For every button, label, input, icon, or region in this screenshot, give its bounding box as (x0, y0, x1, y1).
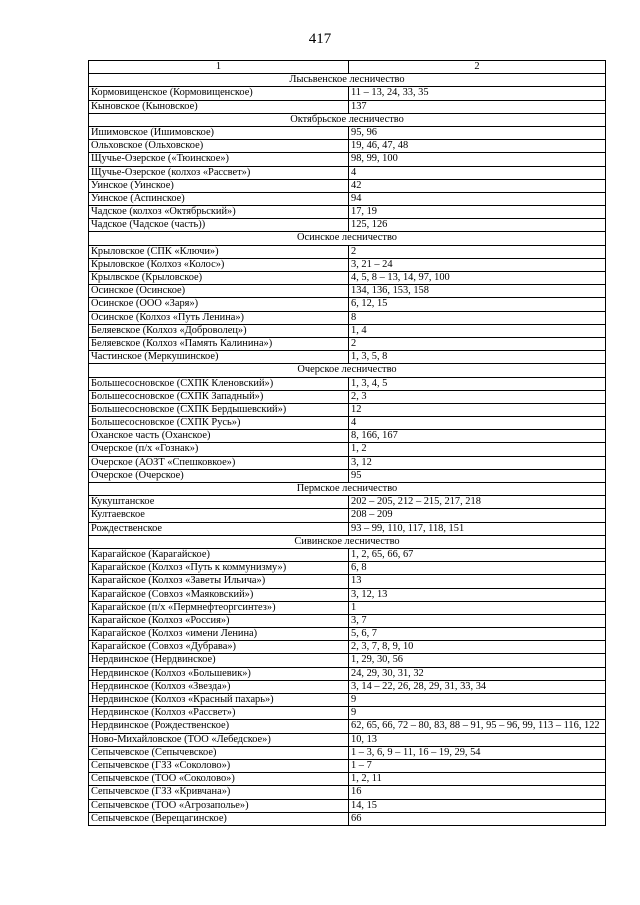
quarter-numbers-cell: 8, 166, 167 (349, 430, 606, 443)
table-row (89, 87, 606, 100)
section-title: Сивинское лесничество (89, 535, 606, 548)
table-row (89, 285, 606, 298)
forestry-district-cell: Карагайское (п/х «Пермнефтеоргсинтез») (89, 601, 349, 614)
table-body (89, 61, 606, 826)
forestry-district-cell: Сепычевское (ГЗЗ «Соколово») (89, 759, 349, 772)
quarter-numbers-cell: 1, 2, 11 (349, 773, 606, 786)
table-row (89, 588, 606, 601)
forestry-district-cell: Карагайское (Совхоз «Маяковский») (89, 588, 349, 601)
quarter-numbers-cell: 1, 2, 65, 66, 67 (349, 548, 606, 561)
table-row (89, 548, 606, 561)
quarter-numbers-cell: 14, 15 (349, 799, 606, 812)
forestry-district-cell: Крылвское (Крыловское) (89, 272, 349, 285)
forestry-district-cell: Очерское (Очерское) (89, 469, 349, 482)
quarter-numbers-cell: 66 (349, 812, 606, 825)
forestry-district-cell: Кыновское (Кыновское) (89, 100, 349, 113)
quarter-numbers-cell: 1 – 7 (349, 759, 606, 772)
table-row (89, 324, 606, 337)
quarter-numbers-cell: 2, 3 (349, 390, 606, 403)
table-row (89, 258, 606, 271)
table-row (89, 179, 606, 192)
section-header-row (89, 232, 606, 245)
table-row (89, 140, 606, 153)
quarter-numbers-cell: 4 (349, 166, 606, 179)
table-row (89, 443, 606, 456)
forestry-district-cell: Осинское (Колхоз «Путь Ленина») (89, 311, 349, 324)
forestry-district-cell: Большесосновское (СХПК Кленовский») (89, 377, 349, 390)
section-title: Лысьвенское лесничество (89, 74, 606, 87)
forestry-table (88, 60, 606, 826)
table-row (89, 746, 606, 759)
forestry-district-cell: Оханское часть (Оханское) (89, 430, 349, 443)
quarter-numbers-cell: 1, 3, 4, 5 (349, 377, 606, 390)
quarter-numbers-cell: 134, 136, 153, 158 (349, 285, 606, 298)
forestry-district-cell: Ново-Михайловское (ТОО «Лебедское») (89, 733, 349, 746)
quarter-numbers-cell: 5, 6, 7 (349, 628, 606, 641)
forestry-district-cell: Карагайское (Колхоз «Заветы Ильича») (89, 575, 349, 588)
quarter-numbers-cell: 62, 65, 66, 72 – 80, 83, 88 – 91, 95 – 96, 99, 113 – 116, 122 (349, 720, 606, 733)
table-row (89, 417, 606, 430)
table-row (89, 311, 606, 324)
forestry-district-cell: Осинское (Осинское) (89, 285, 349, 298)
column-header-1: 1 (89, 61, 349, 74)
forestry-district-cell: Крыловское (СПК «Ключи») (89, 245, 349, 258)
forestry-district-cell: Рождественское (89, 522, 349, 535)
forestry-district-cell: Большесосновское (СХПК Русь») (89, 417, 349, 430)
forestry-district-cell: Очерское (п/х «Гознак») (89, 443, 349, 456)
table-row (89, 456, 606, 469)
forestry-district-cell: Карагайское (Карагайское) (89, 548, 349, 561)
table-row (89, 654, 606, 667)
forestry-district-cell: Уинское (Уинское) (89, 179, 349, 192)
table-row (89, 390, 606, 403)
forestry-district-cell: Нердвинское (Рождественское) (89, 720, 349, 733)
column-header-2: 2 (349, 61, 606, 74)
quarter-numbers-cell: 3, 12 (349, 456, 606, 469)
table-row (89, 667, 606, 680)
quarter-numbers-cell: 1 – 3, 6, 9 – 11, 16 – 19, 29, 54 (349, 746, 606, 759)
quarter-numbers-cell: 9 (349, 707, 606, 720)
forestry-district-cell: Беляевское (Колхоз «Память Калинина») (89, 337, 349, 350)
forestry-district-cell: Карагайское (Совхоз «Дубрава») (89, 641, 349, 654)
quarter-numbers-cell: 1, 3, 5, 8 (349, 351, 606, 364)
table-row (89, 509, 606, 522)
table-row (89, 351, 606, 364)
quarter-numbers-cell: 95, 96 (349, 126, 606, 139)
forestry-district-cell: Чадское (Чадское (часть)) (89, 219, 349, 232)
forestry-district-cell: Крыловское (Колхоз «Колос») (89, 258, 349, 271)
forestry-district-cell: Частинское (Меркушинское) (89, 351, 349, 364)
forestry-district-cell: Култаевское (89, 509, 349, 522)
forestry-district-cell: Беляевское (Колхоз «Доброволец») (89, 324, 349, 337)
table-row (89, 272, 606, 285)
table-row (89, 759, 606, 772)
section-header-row (89, 74, 606, 87)
quarter-numbers-cell: 19, 46, 47, 48 (349, 140, 606, 153)
forestry-district-cell: Нердвинское (Нердвинское) (89, 654, 349, 667)
quarter-numbers-cell: 16 (349, 786, 606, 799)
forestry-district-cell: Большесосновское (СХПК Бердышевский») (89, 403, 349, 416)
table-row (89, 192, 606, 205)
quarter-numbers-cell: 13 (349, 575, 606, 588)
table-header-row (89, 61, 606, 74)
table-row (89, 641, 606, 654)
table-row (89, 337, 606, 350)
table-row (89, 614, 606, 627)
forestry-district-cell: Кукуштанское (89, 496, 349, 509)
section-title: Очерское лесничество (89, 364, 606, 377)
table-row (89, 773, 606, 786)
forestry-district-cell: Сепычевское (ТОО «Соколово») (89, 773, 349, 786)
forestry-district-cell: Нердвинское (Колхоз «Рассвет») (89, 707, 349, 720)
quarter-numbers-cell: 42 (349, 179, 606, 192)
forestry-district-cell: Карагайское (Колхоз «Россия») (89, 614, 349, 627)
table-row (89, 522, 606, 535)
quarter-numbers-cell: 11 – 13, 24, 33, 35 (349, 87, 606, 100)
forestry-district-cell: Сепычевское (ГЗЗ «Кривчана») (89, 786, 349, 799)
table-row (89, 733, 606, 746)
quarter-numbers-cell: 98, 99, 100 (349, 153, 606, 166)
quarter-numbers-cell: 2, 3, 7, 8, 9, 10 (349, 641, 606, 654)
page-number: 417 (308, 31, 332, 47)
forestry-district-cell: Ишимовское (Ишимовское) (89, 126, 349, 139)
quarter-numbers-cell: 1, 4 (349, 324, 606, 337)
forestry-district-cell: Кормовищенское (Кормовищенское) (89, 87, 349, 100)
forestry-district-cell: Уинское (Аспинское) (89, 192, 349, 205)
quarter-numbers-cell: 9 (349, 694, 606, 707)
section-header-row (89, 535, 606, 548)
table-row (89, 601, 606, 614)
table-row (89, 469, 606, 482)
forestry-district-cell: Нердвинское (Колхоз «Красный пахарь») (89, 694, 349, 707)
quarter-numbers-cell: 24, 29, 30, 31, 32 (349, 667, 606, 680)
table-row (89, 575, 606, 588)
forestry-district-cell: Сепычевское (Сепычевское) (89, 746, 349, 759)
quarter-numbers-cell: 202 – 205, 212 – 215, 217, 218 (349, 496, 606, 509)
table-row (89, 377, 606, 390)
quarter-numbers-cell: 10, 13 (349, 733, 606, 746)
table-row (89, 298, 606, 311)
forestry-district-cell: Ольховское (Ольховское) (89, 140, 349, 153)
table-row (89, 100, 606, 113)
quarter-numbers-cell: 125, 126 (349, 219, 606, 232)
quarter-numbers-cell: 17, 19 (349, 206, 606, 219)
table-row (89, 720, 606, 733)
quarter-numbers-cell: 93 – 99, 110, 117, 118, 151 (349, 522, 606, 535)
table-row (89, 153, 606, 166)
table-row (89, 707, 606, 720)
forestry-district-cell: Щучье-Озерское («Тюинское») (89, 153, 349, 166)
section-title: Пермское лесничество (89, 483, 606, 496)
forestry-district-cell: Щучье-Озерское (колхоз «Рассвет») (89, 166, 349, 179)
forestry-district-cell: Большесосновское (СХПК Западный») (89, 390, 349, 403)
quarter-numbers-cell: 1, 2 (349, 443, 606, 456)
quarter-numbers-cell: 3, 14 – 22, 26, 28, 29, 31, 33, 34 (349, 680, 606, 693)
table-row (89, 496, 606, 509)
table-row (89, 166, 606, 179)
table-row (89, 812, 606, 825)
quarter-numbers-cell: 2 (349, 337, 606, 350)
quarter-numbers-cell: 4 (349, 417, 606, 430)
table-row (89, 628, 606, 641)
forestry-district-cell: Очерское (АОЗТ «Спешковкое») (89, 456, 349, 469)
quarter-numbers-cell: 1 (349, 601, 606, 614)
quarter-numbers-cell: 3, 12, 13 (349, 588, 606, 601)
quarter-numbers-cell: 2 (349, 245, 606, 258)
table-row (89, 680, 606, 693)
forestry-district-cell: Осинское (ООО «Заря») (89, 298, 349, 311)
quarter-numbers-cell: 3, 21 – 24 (349, 258, 606, 271)
forestry-district-cell: Карагайское (Колхоз «Путь к коммунизму») (89, 562, 349, 575)
forestry-district-cell: Сепычевское (Верещагинское) (89, 812, 349, 825)
quarter-numbers-cell: 6, 8 (349, 562, 606, 575)
section-header-row (89, 364, 606, 377)
quarter-numbers-cell: 94 (349, 192, 606, 205)
table-row (89, 245, 606, 258)
quarter-numbers-cell: 3, 7 (349, 614, 606, 627)
forestry-district-cell: Чадское (колхоз «Октябрьский») (89, 206, 349, 219)
table-row (89, 126, 606, 139)
table-row (89, 403, 606, 416)
section-title: Октябрьское лесничество (89, 113, 606, 126)
section-title: Осинское лесничество (89, 232, 606, 245)
quarter-numbers-cell: 137 (349, 100, 606, 113)
section-header-row (89, 483, 606, 496)
forestry-district-cell: Карагайское (Колхоз «имени Ленина) (89, 628, 349, 641)
quarter-numbers-cell: 12 (349, 403, 606, 416)
quarter-numbers-cell: 6, 12, 15 (349, 298, 606, 311)
forestry-district-cell: Нердвинское (Колхоз «Звезда») (89, 680, 349, 693)
forestry-district-cell: Нердвинское (Колхоз «Большевик») (89, 667, 349, 680)
table-row (89, 206, 606, 219)
quarter-numbers-cell: 95 (349, 469, 606, 482)
table-row (89, 694, 606, 707)
quarter-numbers-cell: 8 (349, 311, 606, 324)
section-header-row (89, 113, 606, 126)
table-row (89, 786, 606, 799)
table-row (89, 430, 606, 443)
quarter-numbers-cell: 4, 5, 8 – 13, 14, 97, 100 (349, 272, 606, 285)
quarter-numbers-cell: 208 – 209 (349, 509, 606, 522)
table-row (89, 562, 606, 575)
table-row (89, 799, 606, 812)
quarter-numbers-cell: 1, 29, 30, 56 (349, 654, 606, 667)
table-row (89, 219, 606, 232)
forestry-district-cell: Сепычевское (ТОО «Агрозаполье») (89, 799, 349, 812)
